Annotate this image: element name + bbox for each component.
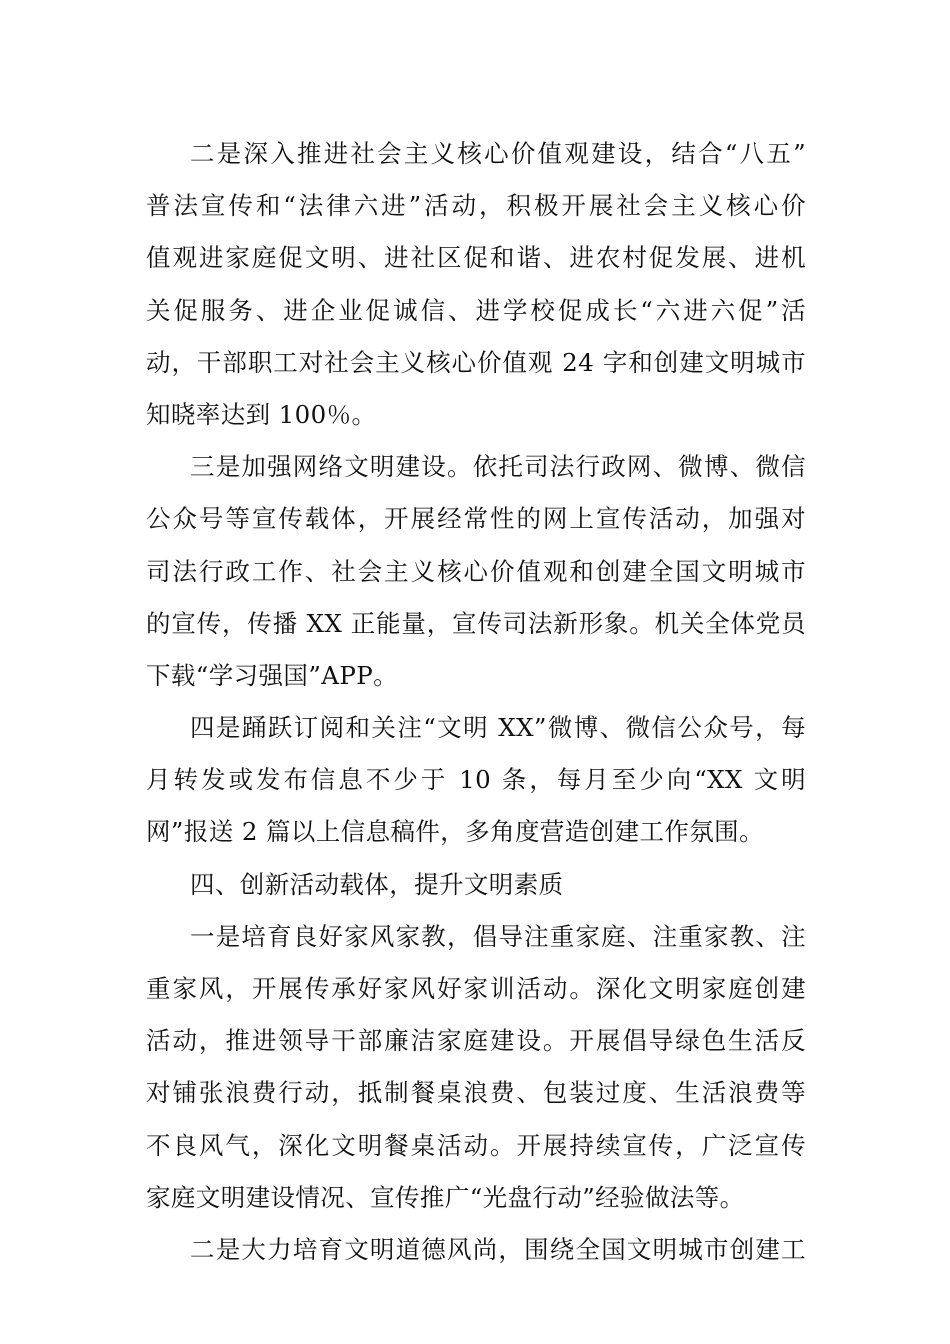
text-line: 二是大力培育文明道德风尚，围绕全国文明城市创建工: [190, 1234, 806, 1264]
text-line: 不良风气，深化文明餐桌活动。开展持续宣传，广泛宣传: [146, 1130, 806, 1160]
text-line: 关促服务、进企业促诚信、进学校促成长“六进六促”活: [146, 295, 806, 325]
paragraph-moral-fashion: [146, 1224, 806, 1276]
text-line: 动，干部职工对社会主义核心价值观 24 字和创建文明城市: [146, 347, 806, 377]
text-line: 公众号等宣传载体，开展经常性的网上宣传活动，加强对: [146, 504, 806, 534]
text-line: 值观进家庭促文明、进社区促和谐、进农村促发展、进机: [146, 243, 806, 273]
paragraph-core-values: [146, 128, 806, 441]
text-line: 月转发或发布信息不少于 10 条，每月至少向“XX 文明: [146, 765, 806, 795]
paragraph-network-civilization: [146, 441, 806, 702]
section-heading: [146, 859, 806, 911]
text-line: 活动，推进领导干部廉洁家庭建设。开展倡导绿色生活反: [146, 1026, 806, 1056]
text-line: 司法行政工作、社会主义核心价值观和创建全国文明城市: [146, 556, 806, 586]
text-line: 家庭文明建设情况、宣传推广“光盘行动”经验做法等。: [146, 1182, 745, 1212]
paragraph-family-tradition: [146, 911, 806, 1224]
text-line: 一是培育良好家风家教，倡导注重家庭、注重家教、注: [190, 921, 806, 951]
text-line: 对铺张浪费行动，抵制餐桌浪费、包装过度、生活浪费等: [146, 1078, 806, 1108]
text-line: 重家风，开展传承好家风好家训活动。深化文明家庭创建: [146, 974, 806, 1003]
heading-text: 四、创新活动载体，提升文明素质: [190, 869, 564, 899]
text-line: 网”报送 2 篇以上信息稿件，多角度营造创建工作氛围。: [146, 817, 764, 847]
text-line: 下载“学习强国”APP。: [146, 660, 399, 690]
text-line: 的宣传，传播 XX 正能量，宣传司法新形象。机关全体党员: [146, 608, 806, 638]
text-line: 三是加强网络文明建设。依托司法行政网、微博、微信: [190, 452, 806, 482]
document-body: [146, 128, 806, 1276]
text-line: 二是深入推进社会主义核心价值观建设，结合“八五”: [190, 139, 806, 168]
text-line: 知晓率达到 100％。: [146, 399, 377, 429]
paragraph-subscribe: [146, 702, 806, 859]
text-line: 普法宣传和“法律六进”活动，积极开展社会主义核心价: [146, 191, 806, 221]
text-line: 四是踊跃订阅和关注“文明 XX”微博、微信公众号，每: [190, 713, 806, 743]
